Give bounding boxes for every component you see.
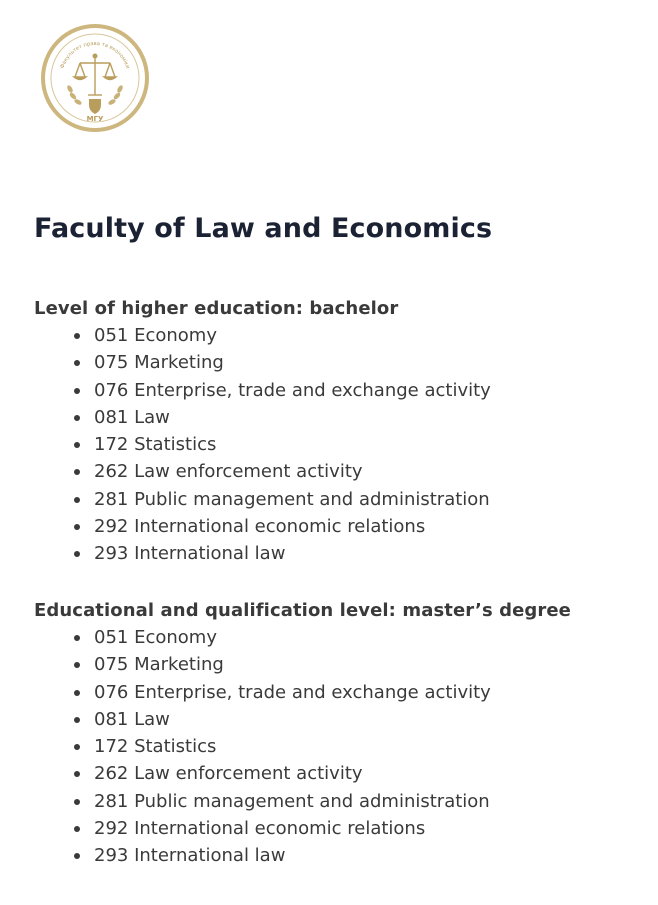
list-item bbox=[34, 349, 491, 376]
list-item bbox=[34, 733, 571, 760]
program-label: 262 Law enforcement activity bbox=[94, 461, 363, 483]
logo-abbreviation: МГУ bbox=[86, 115, 104, 123]
list-item bbox=[34, 706, 571, 733]
program-label: 293 International law bbox=[94, 845, 286, 866]
list-item bbox=[34, 458, 491, 485]
bullet-icon bbox=[74, 469, 80, 475]
list-item bbox=[34, 651, 571, 678]
bullet-icon bbox=[74, 690, 80, 696]
list-item bbox=[34, 404, 491, 431]
list-item bbox=[34, 815, 571, 842]
program-list bbox=[34, 322, 491, 567]
list-item bbox=[34, 679, 571, 706]
bullet-icon bbox=[74, 771, 80, 777]
bullet-icon bbox=[74, 799, 80, 805]
program-label: 292 International economic relations bbox=[94, 515, 426, 537]
list-item bbox=[34, 431, 491, 458]
program-label: 076 Enterprise, trade and exchange activity bbox=[94, 379, 491, 401]
bullet-icon bbox=[74, 717, 80, 723]
bullet-icon bbox=[74, 744, 80, 750]
faculty-logo bbox=[40, 23, 150, 133]
program-list bbox=[34, 624, 571, 869]
program-label: 075 Marketing bbox=[94, 352, 224, 374]
list-item bbox=[34, 513, 491, 540]
program-label: 081 Law bbox=[94, 708, 170, 730]
list-item bbox=[34, 540, 491, 567]
list-item bbox=[34, 322, 491, 349]
program-label: 292 International economic relations bbox=[94, 817, 426, 839]
program-label: 051 Economy bbox=[94, 325, 217, 346]
bullet-icon bbox=[74, 415, 80, 421]
program-label: 075 Marketing bbox=[94, 654, 224, 676]
bullet-icon bbox=[74, 442, 80, 448]
section-heading: Level of higher education: bachelor bbox=[34, 298, 399, 319]
program-label: 051 Economy bbox=[94, 627, 217, 648]
list-item bbox=[34, 788, 571, 815]
bullet-icon bbox=[74, 524, 80, 530]
page-title: Faculty of Law and Economics bbox=[34, 213, 493, 244]
logo-arc-text: Факультет права та економіки bbox=[59, 40, 131, 70]
section-bachelor bbox=[34, 295, 491, 567]
bullet-icon bbox=[74, 853, 80, 859]
bullet-icon bbox=[74, 635, 80, 641]
section-heading: Educational and qualification level: master’s degree bbox=[34, 600, 571, 621]
list-item bbox=[34, 624, 571, 651]
program-label: 172 Statistics bbox=[94, 736, 217, 757]
bullet-icon bbox=[74, 551, 80, 557]
section-master bbox=[34, 597, 571, 869]
bullet-icon bbox=[74, 497, 80, 503]
bullet-icon bbox=[74, 662, 80, 668]
program-label: 081 Law bbox=[94, 406, 170, 428]
program-label: 172 Statistics bbox=[94, 434, 217, 455]
program-label: 281 Public management and administration bbox=[94, 790, 490, 812]
list-item bbox=[34, 842, 571, 869]
program-label: 076 Enterprise, trade and exchange activity bbox=[94, 681, 491, 703]
list-item bbox=[34, 377, 491, 404]
bullet-icon bbox=[74, 826, 80, 832]
list-item bbox=[34, 760, 571, 787]
list-item bbox=[34, 486, 491, 513]
bullet-icon bbox=[74, 360, 80, 366]
bullet-icon bbox=[74, 333, 80, 339]
program-label: 262 Law enforcement activity bbox=[94, 763, 363, 785]
bullet-icon bbox=[74, 388, 80, 394]
program-label: 281 Public management and administration bbox=[94, 488, 490, 510]
program-label: 293 International law bbox=[94, 543, 286, 564]
